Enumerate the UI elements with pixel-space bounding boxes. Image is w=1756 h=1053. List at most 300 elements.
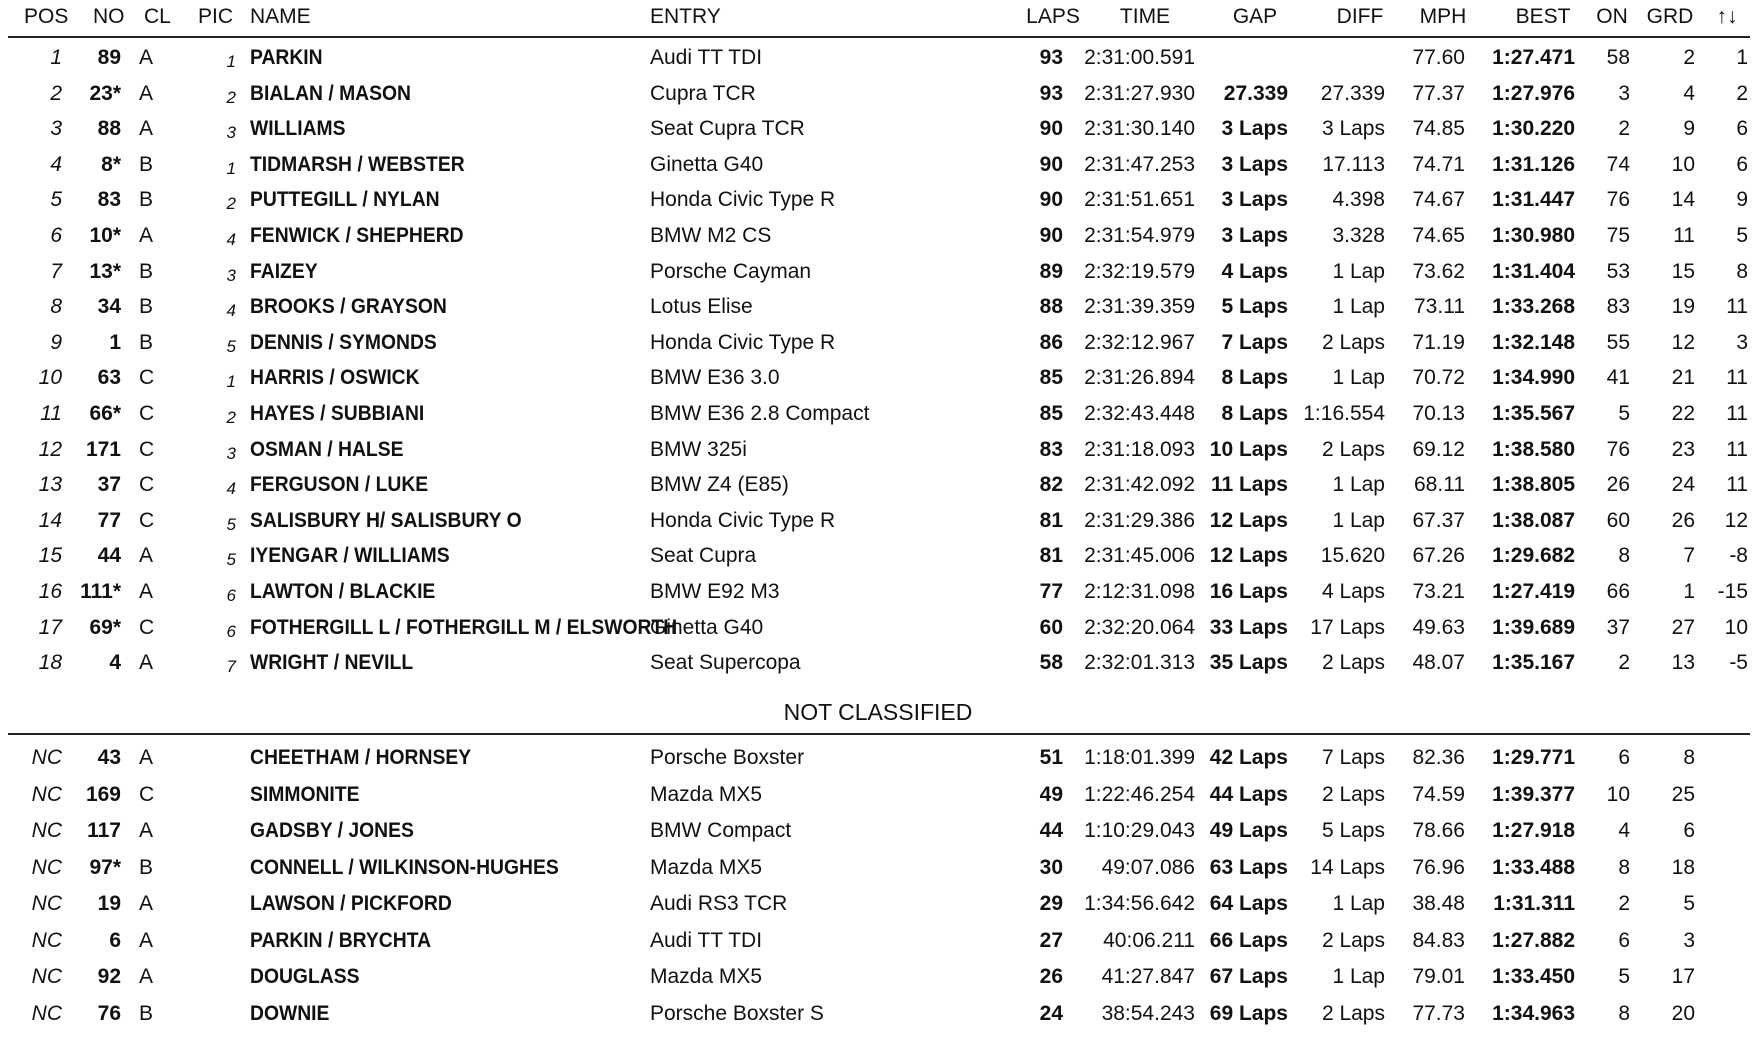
cell-mph: 71.19 <box>1412 330 1465 354</box>
cell-diff: 4.398 <box>1332 188 1385 212</box>
cell-change: 10 <box>1724 615 1748 639</box>
cell-diff: 2 Laps <box>1321 782 1385 806</box>
cell-diff: 5 Laps <box>1321 819 1385 842</box>
cell-mph: 77.60 <box>1412 46 1465 69</box>
cell-best: 1:27.976 <box>1492 81 1575 105</box>
cell-name: FENWICK / SHEPHERD <box>250 224 464 247</box>
cell-on: 2 <box>1618 117 1630 141</box>
table-row <box>0 504 1756 538</box>
cell-entry: Seat Cupra <box>650 544 757 568</box>
table-row <box>0 433 1756 467</box>
cell-name: GADSBY / JONES <box>250 819 414 842</box>
cell-time: 2:32:19.579 <box>1084 259 1195 283</box>
cell-mph: 84.83 <box>1412 928 1465 952</box>
cell-gap: 4 Laps <box>1221 259 1288 283</box>
cell-change: 11 <box>1726 473 1748 497</box>
cell-cl: B <box>139 259 154 283</box>
cell-diff: 2 Laps <box>1321 651 1385 675</box>
cell-grd: 11 <box>1673 224 1695 247</box>
cell-entry: Honda Civic Type R <box>650 330 836 354</box>
cell-entry: Lotus Elise <box>650 295 753 319</box>
cell-pos: 14 <box>38 508 62 532</box>
table-row <box>0 397 1756 431</box>
cell-pos: NC <box>31 746 62 769</box>
cell-pos: NC <box>31 928 62 952</box>
cell-name: WILLIAMS <box>250 117 346 141</box>
cell-pic: 6 <box>226 586 236 605</box>
table-row <box>0 468 1756 502</box>
cell-cl: A <box>139 928 154 952</box>
cell-pic: 5 <box>226 550 236 570</box>
cell-entry: Cupra TCR <box>650 81 756 105</box>
cell-on: 26 <box>1606 473 1630 497</box>
cell-time: 2:31:30.140 <box>1084 117 1195 141</box>
cell-laps: 49 <box>1039 782 1063 806</box>
cell-mph: 73.21 <box>1412 580 1465 603</box>
cell-diff: 1 Lap <box>1332 508 1385 532</box>
cell-no: 66* <box>89 402 121 425</box>
cell-best: 1:30.220 <box>1492 117 1575 141</box>
cell-gap: 49 Laps <box>1209 819 1288 842</box>
cell-laps: 26 <box>1039 965 1063 988</box>
cell-grd: 22 <box>1671 402 1695 425</box>
cell-laps: 44 <box>1039 819 1063 842</box>
cell-no: 63 <box>97 366 121 390</box>
cell-pos: NC <box>31 819 62 842</box>
header-time: TIME <box>1119 5 1171 28</box>
cell-best: 1:38.580 <box>1492 437 1575 461</box>
cell-laps: 81 <box>1039 508 1063 532</box>
cell-laps: 88 <box>1039 295 1063 319</box>
cell-pos: 16 <box>38 580 62 603</box>
header-mph: MPH <box>1419 5 1467 28</box>
cell-cl: B <box>139 188 154 212</box>
cell-change: 11 <box>1726 437 1748 461</box>
cell-no: 43 <box>97 746 121 769</box>
cell-name: DOWNIE <box>250 1001 330 1025</box>
cell-mph: 74.59 <box>1412 782 1465 806</box>
cell-cl: B <box>139 152 154 176</box>
cell-best: 1:32.148 <box>1492 330 1575 354</box>
cell-entry: Seat Cupra TCR <box>650 117 805 141</box>
cell-change: 5 <box>1736 224 1748 247</box>
cell-best: 1:31.126 <box>1492 152 1575 176</box>
cell-grd: 23 <box>1671 437 1695 461</box>
cell-grd: 14 <box>1671 188 1695 212</box>
cell-change: 12 <box>1724 508 1748 532</box>
cell-on: 83 <box>1606 295 1630 319</box>
header-diff: DIFF <box>1336 5 1384 28</box>
cell-diff: 15.620 <box>1320 544 1385 568</box>
header-cl: CL <box>144 5 171 28</box>
cell-grd: 6 <box>1683 819 1695 842</box>
cell-change: 11 <box>1726 402 1748 425</box>
cell-name: TIDMARSH / WEBSTER <box>250 152 465 176</box>
cell-pic: 7 <box>226 657 236 677</box>
cell-entry: BMW E36 3.0 <box>650 366 780 390</box>
cell-cl: B <box>139 1001 154 1025</box>
cell-pic: 1 <box>226 52 236 71</box>
cell-no: 69* <box>89 615 121 639</box>
cell-pos: 13 <box>38 473 62 497</box>
cell-no: 37 <box>97 473 121 497</box>
cell-mph: 67.37 <box>1412 508 1465 532</box>
table-row <box>0 924 1756 958</box>
cell-on: 4 <box>1618 819 1630 842</box>
cell-laps: 27 <box>1039 928 1063 952</box>
cell-time: 2:12:31.098 <box>1084 580 1195 603</box>
cell-no: 83 <box>97 188 121 212</box>
cell-entry: Porsche Boxster S <box>650 1001 824 1025</box>
cell-pos: NC <box>31 1001 62 1025</box>
cell-entry: Audi RS3 TCR <box>650 892 788 915</box>
cell-laps: 51 <box>1039 746 1063 769</box>
cell-grd: 26 <box>1671 508 1695 532</box>
cell-diff: 1 Lap <box>1332 295 1385 319</box>
cell-grd: 7 <box>1683 544 1695 568</box>
cell-no: 77 <box>97 508 121 532</box>
cell-mph: 74.85 <box>1412 117 1465 141</box>
cell-no: 19 <box>97 892 121 915</box>
cell-name: FAIZEY <box>250 259 318 283</box>
cell-best: 1:27.471 <box>1492 46 1575 69</box>
cell-diff: 27.339 <box>1320 81 1385 105</box>
cell-mph: 74.71 <box>1412 152 1465 176</box>
cell-no: 117 <box>87 819 121 842</box>
cell-gap: 3 Laps <box>1221 117 1288 141</box>
cell-time: 2:31:54.979 <box>1084 224 1195 247</box>
cell-time: 2:32:12.967 <box>1084 330 1195 354</box>
cell-best: 1:39.377 <box>1492 782 1575 806</box>
header-pic: PIC <box>198 5 234 28</box>
cell-entry: Mazda MX5 <box>650 965 763 988</box>
cell-pic: 5 <box>226 514 236 534</box>
cell-mph: 68.11 <box>1414 473 1465 497</box>
cell-best: 1:27.882 <box>1492 928 1575 952</box>
cell-name: DENNIS / SYMONDS <box>250 330 437 354</box>
table-row <box>0 646 1756 680</box>
cell-best: 1:27.419 <box>1492 580 1575 603</box>
table-row <box>0 148 1756 182</box>
cell-entry: Honda Civic Type R <box>650 508 836 532</box>
cell-laps: 93 <box>1039 46 1063 69</box>
cell-name: LAWSON / PICKFORD <box>250 892 452 915</box>
table-row <box>0 361 1756 395</box>
cell-entry: Audi TT TDI <box>650 928 763 952</box>
cell-grd: 12 <box>1671 330 1695 354</box>
cell-entry: Ginetta G40 <box>650 152 764 176</box>
cell-pic: 3 <box>226 443 236 463</box>
cell-entry: BMW Z4 (E85) <box>650 473 789 497</box>
cell-gap: 10 Laps <box>1209 437 1288 461</box>
cell-time: 2:31:42.092 <box>1084 473 1195 497</box>
cell-no: 4 <box>109 651 121 675</box>
cell-pos: 17 <box>38 615 62 639</box>
cell-no: 92 <box>97 965 121 988</box>
cell-pos: 2 <box>50 81 62 105</box>
cell-pos: 8 <box>50 295 62 319</box>
cell-entry: Honda Civic Type R <box>650 188 836 212</box>
cell-laps: 90 <box>1039 188 1063 212</box>
cell-no: 89 <box>97 46 121 69</box>
cell-pic: 5 <box>226 336 236 356</box>
cell-on: 10 <box>1606 782 1630 806</box>
cell-best: 1:35.567 <box>1492 402 1575 425</box>
cell-name: HAYES / SUBBIANI <box>250 402 425 425</box>
cell-time: 2:31:18.093 <box>1084 437 1195 461</box>
cell-mph: 77.73 <box>1412 1001 1465 1025</box>
cell-gap: 11 Laps <box>1210 473 1288 497</box>
cell-gap: 35 Laps <box>1209 651 1288 675</box>
cell-entry: Porsche Boxster <box>650 746 805 769</box>
cell-grd: 15 <box>1671 259 1695 283</box>
cell-time: 2:31:47.253 <box>1084 152 1195 176</box>
cell-cl: C <box>139 366 155 390</box>
cell-name: BIALAN / MASON <box>250 81 411 105</box>
cell-grd: 27 <box>1671 615 1695 639</box>
cell-entry: BMW 325i <box>650 437 747 461</box>
header-on: ON <box>1596 5 1628 28</box>
cell-name: FOTHERGILL L / FOTHERGILL M / ELSWORTH <box>250 615 678 639</box>
cell-laps: 58 <box>1039 651 1063 675</box>
cell-no: 97* <box>89 855 121 879</box>
cell-gap: 12 Laps <box>1209 508 1288 532</box>
cell-on: 66 <box>1606 580 1630 603</box>
cell-time: 1:34:56.642 <box>1084 892 1195 915</box>
cell-cl: C <box>139 473 155 497</box>
cell-entry: BMW E92 M3 <box>650 580 780 603</box>
cell-laps: 83 <box>1039 437 1063 461</box>
cell-diff: 1 Lap <box>1332 259 1385 283</box>
cell-diff: 7 Laps <box>1321 746 1385 769</box>
cell-best: 1:27.918 <box>1492 819 1575 842</box>
table-row <box>0 255 1756 289</box>
cell-mph: 74.65 <box>1412 224 1465 247</box>
cell-pos: NC <box>31 782 62 806</box>
cell-change: 9 <box>1736 188 1748 212</box>
cell-time: 2:31:29.386 <box>1084 508 1195 532</box>
cell-cl: A <box>139 819 154 842</box>
cell-best: 1:38.805 <box>1492 473 1575 497</box>
cell-mph: 73.11 <box>1414 295 1465 319</box>
cell-time: 1:22:46.254 <box>1084 782 1195 806</box>
cell-on: 8 <box>1618 544 1630 568</box>
cell-laps: 89 <box>1039 259 1063 283</box>
not-classified-title: NOT CLASSIFIED <box>783 699 973 725</box>
cell-gap: 69 Laps <box>1209 1001 1288 1025</box>
header-divider <box>8 36 1750 38</box>
cell-change: 11 <box>1726 295 1748 319</box>
cell-time: 2:31:00.591 <box>1084 46 1195 69</box>
table-row <box>0 575 1756 609</box>
cell-change: 2 <box>1736 81 1748 105</box>
cell-grd: 19 <box>1671 295 1695 319</box>
cell-change: 8 <box>1736 259 1748 283</box>
cell-diff: 2 Laps <box>1321 437 1385 461</box>
cell-grd: 17 <box>1671 965 1695 988</box>
cell-best: 1:31.404 <box>1492 259 1575 283</box>
cell-mph: 49.63 <box>1412 615 1465 639</box>
cell-no: 1 <box>109 330 121 354</box>
cell-gap: 27.339 <box>1223 81 1288 105</box>
table-row <box>0 778 1756 812</box>
cell-on: 2 <box>1618 651 1630 675</box>
cell-name: PARKIN / BRYCHTA <box>250 928 432 952</box>
cell-laps: 30 <box>1039 855 1063 879</box>
cell-grd: 2 <box>1683 46 1695 69</box>
cell-on: 58 <box>1606 46 1630 69</box>
header-best: BEST <box>1515 5 1571 28</box>
cell-pos: 3 <box>50 117 62 141</box>
cell-name: LAWTON / BLACKIE <box>250 580 436 603</box>
cell-gap: 3 Laps <box>1221 224 1288 247</box>
cell-mph: 82.36 <box>1412 746 1465 769</box>
cell-time: 1:18:01.399 <box>1084 746 1195 769</box>
cell-best: 1:34.990 <box>1492 366 1575 390</box>
cell-pic: 3 <box>226 265 236 285</box>
cell-no: 34 <box>97 295 121 319</box>
table-row <box>0 77 1756 111</box>
table-row <box>0 611 1756 645</box>
table-row <box>0 112 1756 146</box>
cell-on: 76 <box>1606 437 1630 461</box>
not-classified-divider <box>8 733 1750 735</box>
cell-grd: 13 <box>1671 651 1695 675</box>
cell-laps: 29 <box>1039 892 1063 915</box>
cell-diff: 1 Lap <box>1332 965 1385 988</box>
cell-mph: 67.26 <box>1412 544 1465 568</box>
cell-cl: B <box>139 855 154 879</box>
table-row <box>0 41 1756 75</box>
cell-on: 76 <box>1606 188 1630 212</box>
header-name: NAME <box>250 5 311 28</box>
cell-gap: 3 Laps <box>1221 188 1288 212</box>
cell-mph: 73.62 <box>1412 259 1465 283</box>
cell-change: -8 <box>1729 544 1748 568</box>
cell-name: DOUGLASS <box>250 965 360 988</box>
cell-on: 53 <box>1606 259 1630 283</box>
cell-gap: 67 Laps <box>1209 965 1288 988</box>
cell-time: 49:07.086 <box>1101 855 1195 879</box>
column-header-row <box>0 0 1756 34</box>
cell-pos: 9 <box>50 330 62 354</box>
cell-grd: 1 <box>1683 580 1695 603</box>
cell-on: 5 <box>1618 402 1630 425</box>
header-pos: POS <box>24 5 69 28</box>
table-row <box>0 851 1756 885</box>
cell-gap: 42 Laps <box>1209 746 1288 769</box>
cell-cl: B <box>139 295 154 319</box>
cell-gap: 7 Laps <box>1221 330 1288 354</box>
cell-best: 1:33.488 <box>1492 855 1575 879</box>
cell-name: BROOKS / GRAYSON <box>250 295 447 319</box>
cell-gap: 8 Laps <box>1221 366 1288 390</box>
cell-name: CONNELL / WILKINSON-HUGHES <box>250 855 559 879</box>
cell-time: 2:32:43.448 <box>1084 402 1195 425</box>
cell-laps: 82 <box>1039 473 1063 497</box>
cell-entry: Porsche Cayman <box>650 259 812 283</box>
cell-laps: 93 <box>1039 81 1063 105</box>
cell-laps: 90 <box>1039 152 1063 176</box>
cell-pic: 2 <box>226 87 236 107</box>
cell-grd: 8 <box>1683 746 1695 769</box>
table-row <box>0 741 1756 775</box>
cell-cl: A <box>139 746 154 769</box>
cell-pos: 1 <box>50 46 62 69</box>
cell-pos: NC <box>31 855 62 879</box>
cell-best: 1:34.963 <box>1492 1001 1575 1025</box>
cell-laps: 85 <box>1039 402 1063 425</box>
cell-mph: 70.13 <box>1412 402 1465 425</box>
cell-change: 11 <box>1726 366 1748 390</box>
cell-best: 1:29.682 <box>1492 544 1575 568</box>
cell-time: 2:32:01.313 <box>1084 651 1195 675</box>
table-row <box>0 219 1756 253</box>
cell-grd: 21 <box>1671 366 1695 390</box>
cell-pic: 4 <box>226 230 236 249</box>
cell-laps: 60 <box>1039 615 1063 639</box>
cell-diff: 17.113 <box>1322 152 1385 176</box>
cell-pic: 2 <box>226 194 236 214</box>
cell-time: 38:54.243 <box>1101 1001 1195 1025</box>
cell-mph: 77.37 <box>1412 81 1465 105</box>
table-row <box>0 997 1756 1031</box>
cell-cl: C <box>139 437 155 461</box>
cell-no: 6 <box>109 928 121 952</box>
cell-best: 1:38.087 <box>1492 508 1575 532</box>
table-row <box>0 887 1756 921</box>
cell-best: 1:35.167 <box>1492 651 1575 675</box>
cell-entry: Mazda MX5 <box>650 782 763 806</box>
cell-pic: 4 <box>226 301 236 321</box>
cell-on: 2 <box>1618 892 1630 915</box>
cell-pos: 10 <box>38 366 62 390</box>
cell-mph: 76.96 <box>1412 855 1465 879</box>
cell-on: 6 <box>1618 928 1630 952</box>
cell-diff: 1:16.554 <box>1303 402 1385 425</box>
cell-no: 23* <box>89 81 121 105</box>
cell-best: 1:31.311 <box>1493 892 1575 915</box>
cell-name: IYENGAR / WILLIAMS <box>250 544 450 568</box>
cell-cl: A <box>139 117 154 141</box>
cell-name: SIMMONITE <box>250 782 360 806</box>
cell-on: 6 <box>1618 746 1630 769</box>
cell-time: 41:27.847 <box>1101 965 1195 988</box>
cell-grd: 10 <box>1671 152 1695 176</box>
cell-cl: C <box>139 782 155 806</box>
cell-mph: 69.12 <box>1412 437 1465 461</box>
cell-on: 75 <box>1606 224 1630 247</box>
cell-mph: 79.01 <box>1412 965 1465 988</box>
cell-grd: 20 <box>1671 1001 1695 1025</box>
cell-name: CHEETHAM / HORNSEY <box>250 746 472 769</box>
cell-diff: 3 Laps <box>1321 117 1385 141</box>
cell-best: 1:33.450 <box>1492 965 1575 988</box>
cell-change: 6 <box>1736 117 1748 141</box>
cell-best: 1:39.689 <box>1492 615 1575 639</box>
cell-cl: A <box>139 544 154 568</box>
cell-name: OSMAN / HALSE <box>250 437 404 461</box>
cell-change: 1 <box>1736 46 1748 69</box>
cell-gap: 12 Laps <box>1209 544 1288 568</box>
cell-laps: 86 <box>1039 330 1063 354</box>
cell-on: 8 <box>1618 1001 1630 1025</box>
cell-entry: Seat Supercopa <box>650 651 801 675</box>
table-row <box>0 814 1756 848</box>
cell-best: 1:30.980 <box>1492 224 1575 247</box>
cell-cl: A <box>139 580 154 603</box>
cell-no: 76 <box>97 1001 121 1025</box>
